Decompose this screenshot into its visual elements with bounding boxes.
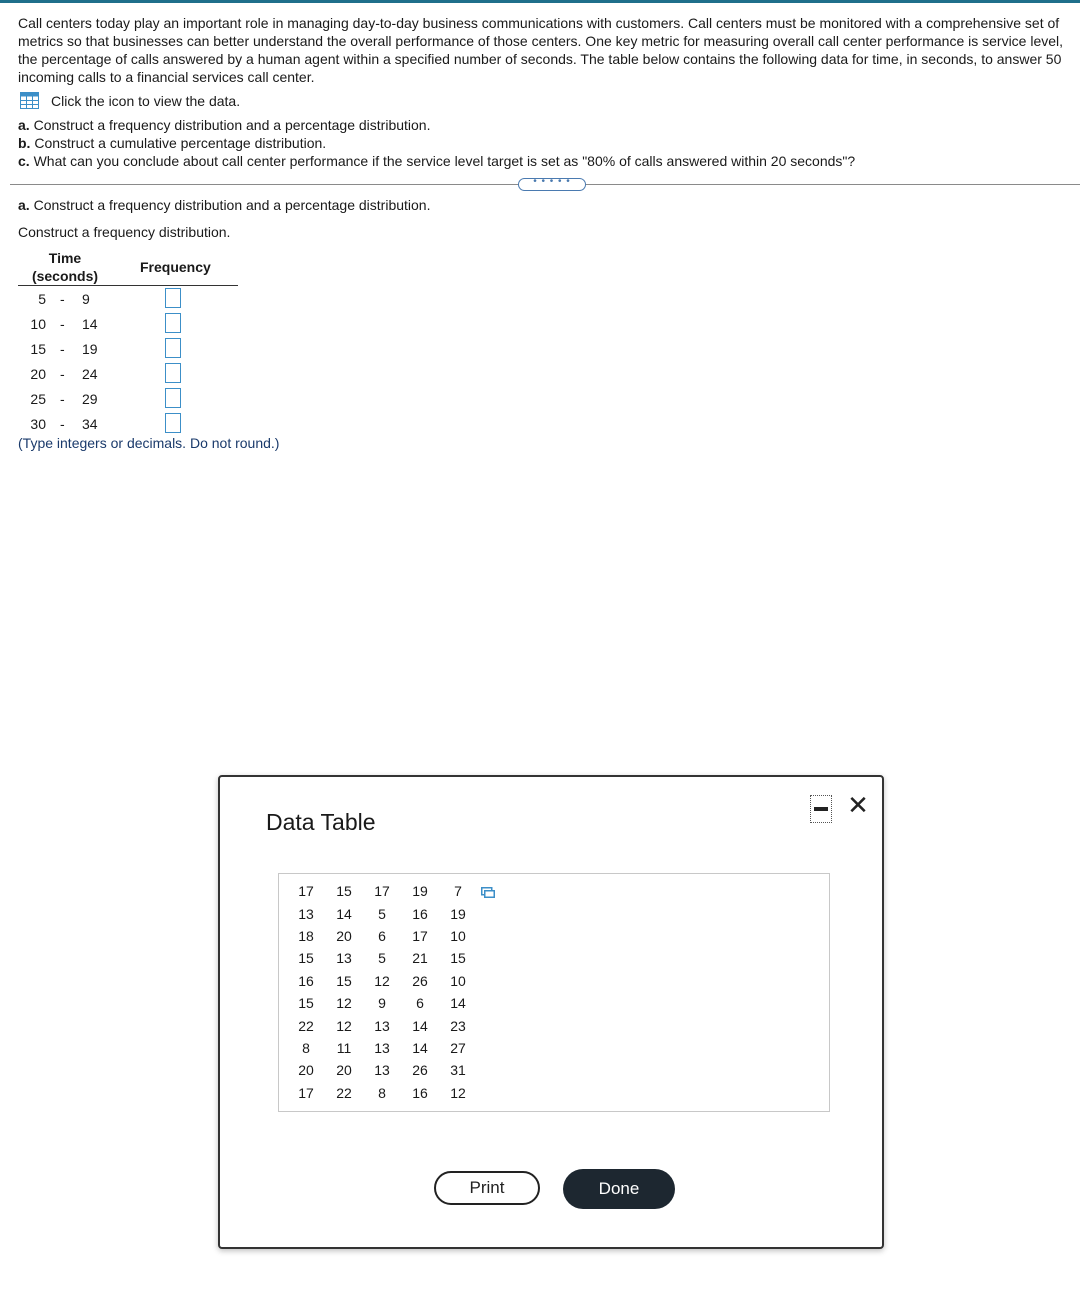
interval-lower: 10 [30,316,46,332]
frequency-row [18,286,238,311]
close-icon: ✕ [847,790,869,820]
frequency-answer-input[interactable] [165,313,181,333]
data-cell: 14 [412,1017,428,1034]
data-row [287,992,477,1014]
data-cell: 21 [412,950,428,967]
data-cell: 14 [450,995,466,1012]
interval-upper: 14 [82,316,98,332]
time-column-header: Time (seconds) [31,250,99,284]
data-cell: 16 [298,972,314,989]
question-text [18,14,1074,86]
copy-icon[interactable] [481,887,495,898]
data-cell: 10 [450,972,466,989]
data-cell: 12 [336,1017,352,1034]
data-cell: 9 [378,995,386,1012]
frequency-row [18,336,238,361]
frequency-answer-input[interactable] [165,338,181,358]
data-cell: 16 [412,1084,428,1101]
top-accent-bar [0,0,1080,3]
data-cell: 10 [450,927,466,944]
frequency-row [18,386,238,411]
data-row [287,947,477,969]
data-cell: 17 [298,1084,314,1101]
interval-upper: 19 [82,341,98,357]
frequency-answer-input[interactable] [165,413,181,433]
data-cell: 11 [336,1039,352,1056]
data-cell: 8 [302,1039,310,1056]
interval-lower: 20 [30,366,46,382]
dialog-title: Data Table [266,809,376,835]
data-cell: 17 [412,927,428,944]
part-a: a. Construct a frequency distribution and a percentage distribution. [18,117,431,133]
data-cell: 15 [336,883,352,900]
data-cell: 20 [336,1062,352,1079]
frequency-row [18,361,238,386]
data-cell: 22 [336,1084,352,1101]
data-cell: 16 [412,905,428,922]
interval-dash: - [60,316,65,332]
data-row [287,1037,477,1059]
data-cell: 23 [450,1017,466,1034]
input-hint: (Type integers or decimals. Do not round.) [18,435,280,451]
part-c: c. What can you conclude about call center performance if the service level target is set as "80% of calls answered within 20 seconds"? [18,153,856,169]
data-cell: 6 [378,927,386,944]
data-cell: 13 [336,950,352,967]
interval-upper: 24 [82,366,98,382]
data-table-dialog [218,775,884,1249]
data-grid-container [278,873,830,1112]
data-cell: 7 [454,883,462,900]
data-cell: 19 [450,905,466,922]
data-cell: 20 [336,927,352,944]
frequency-answer-input[interactable] [165,388,181,408]
data-cell: 15 [336,972,352,989]
interval-upper: 29 [82,391,98,407]
data-cell: 15 [298,995,314,1012]
data-cell: 15 [298,950,314,967]
close-button[interactable] [846,791,870,819]
data-cell: 13 [298,905,314,922]
interval-dash: - [60,291,65,307]
minimize-button[interactable] [810,795,832,823]
frequency-answer-input[interactable] [165,363,181,383]
data-cell: 19 [412,883,428,900]
interval-lower: 5 [38,291,46,307]
interval-lower: 15 [30,341,46,357]
data-grid [287,880,477,1104]
data-row [287,1082,477,1104]
interval-upper: 9 [82,291,90,307]
data-row [287,1014,477,1036]
frequency-row [18,311,238,336]
data-cell: 12 [336,995,352,1012]
frequency-table-header [18,249,238,286]
data-table-icon[interactable] [20,92,39,109]
data-cell: 14 [336,905,352,922]
data-cell: 5 [378,905,386,922]
frequency-row [18,411,238,436]
interval-dash: - [60,416,65,432]
frequency-column-header: Frequency [140,259,211,275]
question-paragraph: Call centers today play an important role in managing day-to-day business communications with customers. Call centers must be monitored with a comprehensive set of metrics so that businesses can better understand the overall performance of those centers. One key metric for measuring overall call center performance is service level, the percentage of calls answered by a human agent within a specified number of seconds. The table below contains the following data for time, in seconds, to answer 50 incoming calls to a financial services call center. [18,15,1064,85]
answer-section-heading: a. Construct a frequency distribution and a percentage distribution. [18,197,431,213]
data-cell: 26 [412,1062,428,1079]
print-button[interactable]: Print [434,1171,540,1205]
view-data-link[interactable] [20,92,240,109]
interval-dash: - [60,366,65,382]
data-cell: 8 [378,1084,386,1101]
data-cell: 20 [298,1062,314,1079]
frequency-table [18,249,238,436]
data-cell: 22 [298,1017,314,1034]
data-row [287,925,477,947]
data-cell: 12 [450,1084,466,1101]
data-cell: 5 [378,950,386,967]
interval-lower: 25 [30,391,46,407]
data-cell: 6 [416,995,424,1012]
data-row [287,880,477,902]
view-data-label[interactable]: Click the icon to view the data. [51,92,241,109]
data-cell: 12 [374,972,390,989]
data-cell: 15 [450,950,466,967]
data-row [287,1059,477,1081]
data-row [287,902,477,924]
data-cell: 17 [298,883,314,900]
data-cell: 13 [374,1039,390,1056]
data-cell: 26 [412,972,428,989]
interval-upper: 34 [82,416,98,432]
interval-lower: 30 [30,416,46,432]
data-cell: 17 [374,883,390,900]
data-cell: 13 [374,1062,390,1079]
interval-dash: - [60,341,65,357]
data-cell: 14 [412,1039,428,1056]
done-button[interactable]: Done [563,1169,675,1209]
data-row [287,970,477,992]
question-parts [18,116,855,170]
minimize-icon [814,807,828,811]
expand-more-button[interactable]: • • • • • [518,178,586,191]
data-cell: 31 [450,1062,466,1079]
data-cell: 27 [450,1039,466,1056]
data-cell: 13 [374,1017,390,1034]
answer-instruction: Construct a frequency distribution. [18,224,231,240]
part-b: b. Construct a cumulative percentage distribution. [18,135,327,151]
data-cell: 18 [298,927,314,944]
frequency-answer-input[interactable] [165,288,181,308]
interval-dash: - [60,391,65,407]
